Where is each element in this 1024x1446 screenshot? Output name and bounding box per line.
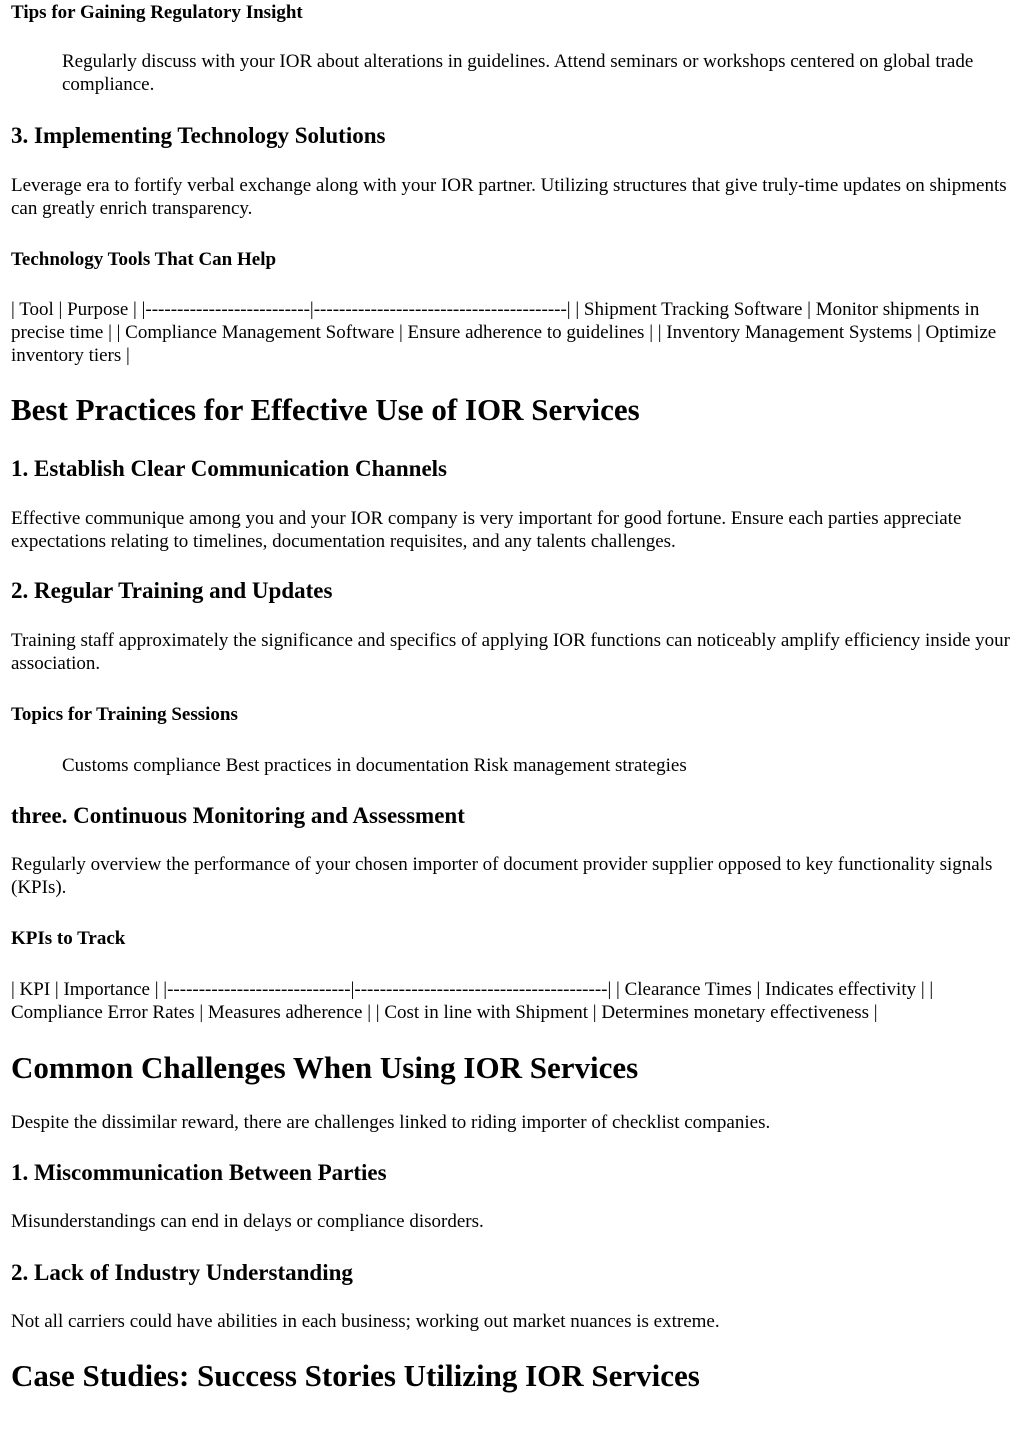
heading-case-studies: Case Studies: Success Stories Utilizing IOR Services (11, 1358, 700, 1393)
heading-clear-communication: 1. Establish Clear Communication Channels (11, 456, 448, 481)
heading-common-challenges: Common Challenges When Using IOR Services (11, 1050, 639, 1085)
paragraph-not-all-carriers: Not all carriers could have abilities in each business; working out market nuances is extreme. (11, 1311, 720, 1332)
heading-continuous-monitoring: three. Continuous Monitoring and Assessment (11, 803, 465, 828)
heading-kpis-track: KPIs to Track (11, 928, 126, 949)
paragraph-effective-communique: Effective communique among you and your IOR company is very important for good fortune. Ensure each parties appreciate expectations relating to timelines, documentation requisites, and any talents challenges. (11, 508, 962, 552)
paragraph-training-topics: Customs compliance Best practices in documentation Risk management strategies (62, 755, 687, 776)
heading-best-practices: Best Practices for Effective Use of IOR Services (11, 392, 640, 427)
paragraph-regularly-overview: Regularly overview the performance of your chosen importer of document provider supplier opposed to key functionality signals (KPIs). (11, 854, 993, 898)
heading-miscommunication: 1. Miscommunication Between Parties (11, 1160, 387, 1185)
heading-topics-training: Topics for Training Sessions (11, 704, 238, 725)
technology-tools-table-text: | Tool | Purpose | |--------------------------|----------------------------------------| | Shipment Tracking Software | Monitor shipments in precise time | | Compliance Management Software | Ensure adherence to guidelines | | Inventory Management Systems | Optimize inventory tiers | (11, 299, 997, 366)
heading-regular-training: 2. Regular Training and Updates (11, 578, 333, 603)
heading-implementing-technology: 3. Implementing Technology Solutions (11, 123, 386, 148)
heading-technology-tools: Technology Tools That Can Help (11, 249, 277, 270)
paragraph-despite-dissimilar: Despite the dissimilar reward, there are challenges linked to riding importer of checklist companies. (11, 1112, 771, 1133)
heading-tips-regulatory-insight: Tips for Gaining Regulatory Insight (11, 2, 303, 23)
heading-lack-understanding: 2. Lack of Industry Understanding (11, 1260, 353, 1285)
paragraph-tips-regulatory: Regularly discuss with your IOR about alterations in guidelines. Attend seminars or workshops centered on global trade compliance. (62, 51, 974, 95)
paragraph-training-staff: Training staff approximately the significance and specifics of applying IOR functions can noticeably amplify efficiency inside your association. (11, 630, 1010, 674)
kpi-table-text: | KPI | Importance | |-----------------------------|----------------------------------------| | Clearance Times | Indicates effectivity | | Compliance Error Rates | Measures adherence | | Cost in line with Shipment | Determines monetary effectiveness | (11, 979, 934, 1023)
paragraph-misunderstandings: Misunderstandings can end in delays or compliance disorders. (11, 1211, 484, 1232)
paragraph-leverage-era: Leverage era to fortify verbal exchange along with your IOR partner. Utilizing structures that give truly-time updates on shipments can greatly enrich transparency. (11, 175, 1007, 219)
